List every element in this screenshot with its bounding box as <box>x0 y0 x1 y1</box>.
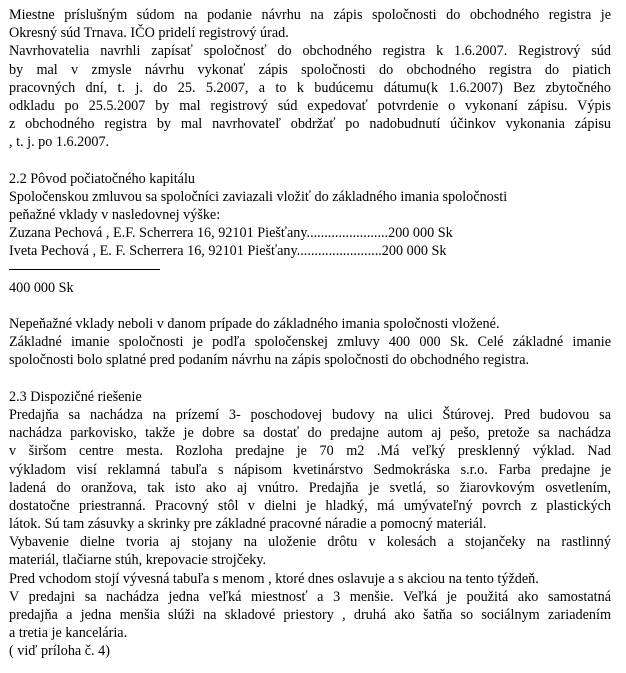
blank-line <box>9 297 626 315</box>
text-line: látok. Sú tam zásuvky a skrinky pre základné pracovné náradie a pomocný materiál. <box>9 516 487 533</box>
text-line: Navrhovatelia navrhli zapísať spoločnosť do obchodného registra k 1.6.2007. Registrový súd <box>9 43 611 60</box>
text-line: a tretia je kancelária. <box>9 625 128 642</box>
blank-line <box>9 152 626 170</box>
text-line: Okresný súd Trnava. IČO pridelí registrový úrad. <box>9 25 289 42</box>
text-line: ladená do oranžova, tak isto ako aj vnútro. Predajňa je svetlá, so žiarovkovým osvetlením, <box>9 479 611 496</box>
contribution-line: Zuzana Pechová , E.F. Scherrera 16, 92101 Piešťany.......................200 000 Sk <box>9 225 453 242</box>
section-heading: 2.3 Dispozičné riešenie <box>9 388 142 405</box>
text-line: v širšom centre mesta. Rozloha predajne je 70 m2 .Má veľký presklenný výklad. Nad <box>9 443 611 460</box>
section-2-2 <box>9 170 626 370</box>
text-line: Vybavenie dielne tvoria aj stojany na uloženie drôtu v kolesách a stojančeky na rastlinný <box>9 534 611 551</box>
text-line: Základné imanie spoločnosti je podľa spoločenskej zmluvy 400 000 Sk. Celé základné imanie <box>9 334 611 351</box>
text-line: Pred vchodom stojí vývesná tabuľa s menom , ktoré dnes oslavuje a s akciou na tento týždeň. <box>9 570 539 587</box>
blank-line <box>9 370 626 388</box>
text-line: materiál, tlačiarne stúh, krepovacie strojčeky. <box>9 552 267 569</box>
text-line: V predajni sa nachádza jedna veľká miestnosť a 3 menšie. Veľká je použitá ako samostatná <box>9 588 611 605</box>
section-2-3 <box>9 388 626 661</box>
text-line: pracovných dní, t. j. do 25. 5.2007, a to k budúcemu dátumu(k 1.6.2007) Bez zbytočného <box>9 79 611 96</box>
contribution-line: Iveta Pechová , E. F. Scherrera 16, 92101 Piešťany........................200 000 Sk <box>9 243 447 260</box>
section-heading: 2.2 Pôvod počiatočného kapitálu <box>9 170 195 187</box>
text-line: výkladom visí reklamná tabuľa s nápisom kvetinárstvo Sedmokráska s.r.o. Farba predajne je <box>9 461 611 478</box>
text-line: odkladu po 25.5.2007 by mal registrový súd expedovať potvrdenie o vykonaní zápisu. Výpis <box>9 97 611 114</box>
text-line: nachádza parkovisko, takže je dobre sa dostať do predajne autom aj pešo, pretože sa nachádza <box>9 425 611 442</box>
intro-paragraph-1 <box>9 6 626 42</box>
text-line: predajňa a jedna menšia slúži na skladové priestory , druhá ako šatňa so sociálnym zariadením <box>9 607 611 623</box>
text-line: Spoločenskou zmluvou sa spoločníci zaviazali vložiť do základného imania spoločnosti <box>9 188 508 205</box>
text-line: Nepeňažné vklady neboli v danom prípade do základného imania spoločnosti vložené. <box>9 316 500 332</box>
text-line: by mal v zmysle návrhu vykonať zápis spoločnosti do obchodného registra do piatich <box>9 61 611 78</box>
text-line: , t. j. po 1.6.2007. <box>9 134 110 151</box>
total-amount: 400 000 Sk <box>9 279 74 296</box>
text-line: peňažné vklady v nasledovnej výške: <box>9 207 221 224</box>
text-line: Miestne príslušným súdom na podanie návrhu na zápis spoločnosti do obchodného registra je <box>9 7 611 23</box>
text-line: Predajňa sa nachádza na prízemí 3- poschodovej budovy na ulici Štúrovej. Pred budovou sa <box>9 406 611 423</box>
text-line: spoločnosti bolo splatné pred podaním návrhu na zápis spoločnosti do obchodného registra. <box>9 352 530 369</box>
text-line: dostatočne priestranná. Pracovný stôl v dielni je hladký, má umývateľný povrch z plastických <box>9 497 611 514</box>
attachment-reference: ( viď príloha č. 4) <box>9 643 110 660</box>
intro-paragraph-2 <box>9 42 626 151</box>
text-line: z obchodného registra by mal navrhovateľ obdržať po nadobudnutí účinkov vykonania zápisu <box>9 116 611 133</box>
sum-divider <box>9 269 160 270</box>
